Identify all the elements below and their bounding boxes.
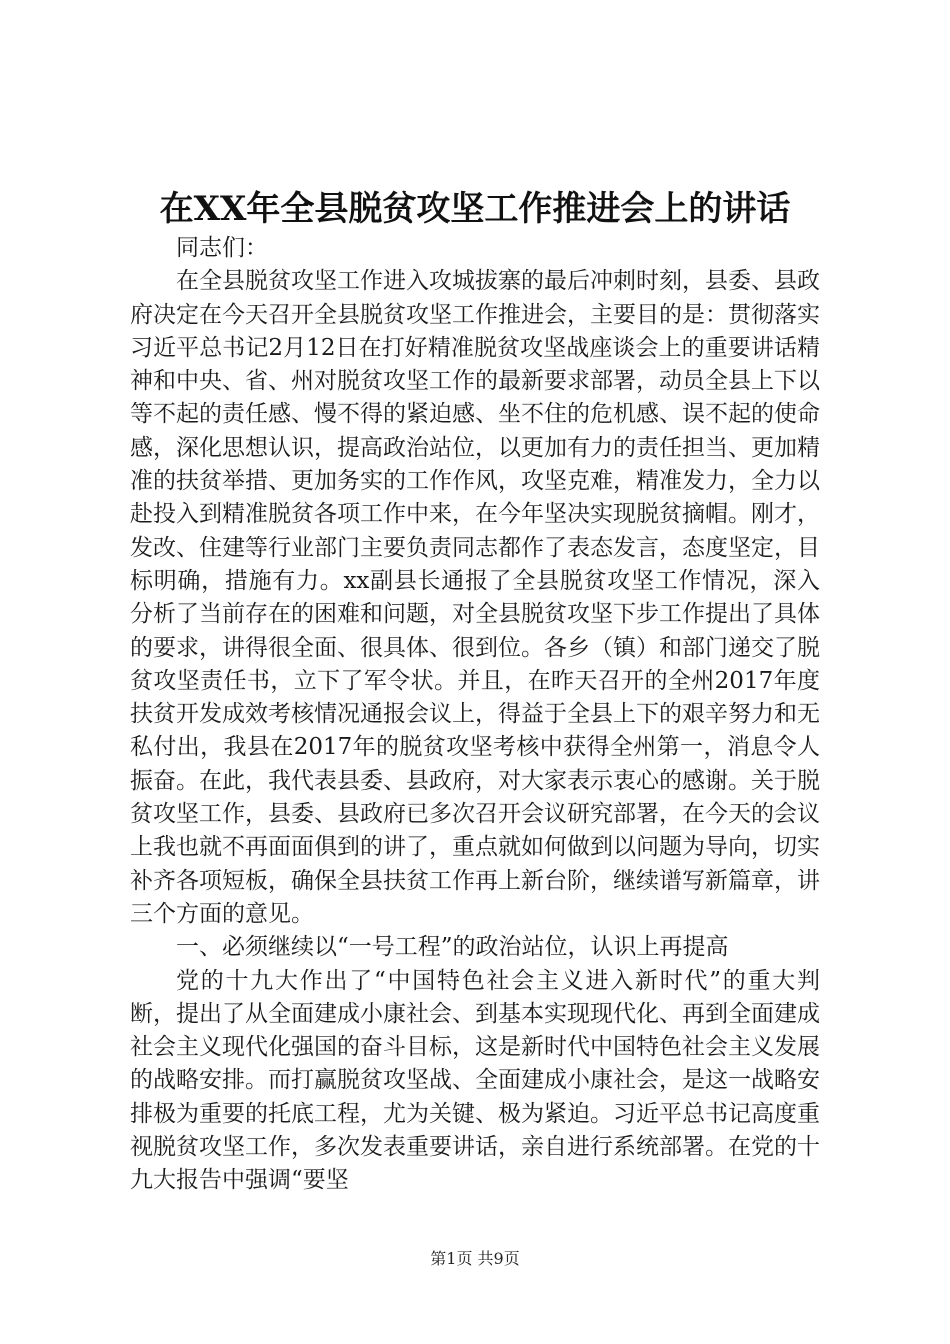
- document-body: [130, 232, 820, 1198]
- document-title: 在XX年全县脱贫攻坚工作推进会上的讲话: [159, 189, 791, 229]
- body-paragraph: 在全县脱贫攻坚工作进入攻城拔寨的最后冲刺时刻，县委、县政府决定在今天召开全县脱贫攻坚工作推进会，主要目的是：贯彻落实习近平总书记2月12日在打好精准脱贫攻坚战座谈会上的重要讲话精神和中央、省、州对脱贫攻坚工作的最新要求部署，动员全县上下以等不起的责任感、慢不得的紧迫感、坐不住的危机感、误不起的使命感，深化思想认识，提高政治站位，以更加有力的责任担当、更加精准的扶贫举措、更加务实的工作作风，攻坚克难，精准发力，全力以赴投入到精准脱贫各项工作中来，在今年坚决实现脱贫摘帽。刚才，发改、住建等行业部门主要负责同志都作了表态发言，态度坚定，目标明确，措施有力。xx副县长通报了全县脱贫攻坚工作情况，深入分析了当前存在的困难和问题，对全县脱贫攻坚下步工作提出了具体的要求，讲得很全面、很具体、很到位。各乡（镇）和部门递交了脱贫攻坚责任书，立下了军令状。并且，在昨天召开的全州2017年度扶贫开发成效考核情况通报会议上，得益于全县上下的艰辛努力和无私付出，我县在2017年的脱贫攻坚考核中获得全州第一，消息令人振奋。在此，我代表县委、县政府，对大家表示衷心的感谢。关于脱贫攻坚工作，县委、县政府已多次召开会议研究部署，在今天的会议上我也就不再面面俱到的讲了，重点就如何做到以问题为导向，切实补齐各项短板，确保全县扶贫工作再上新台阶，继续谱写新篇章，讲三个方面的意见。: [130, 268, 820, 927]
- page-number-footer: 第1页 共9页: [430, 1249, 520, 1268]
- salutation-paragraph: 同志们：: [176, 235, 268, 261]
- section-heading: 一、必须继续以“一号工程”的政治站位，认识上再提高: [176, 934, 729, 961]
- body-paragraph: 党的十九大作出了“中国特色社会主义进入新时代”的重大判断，提出了从全面建成小康社会、到基本实现现代化、再到全面建成社会主义现代化强国的奋斗目标，这是新时代中国特色社会主义发展的战略安排。而打赢脱贫攻坚战、全面建成小康社会，是这一战略安排极为重要的托底工程，尤为关键、极为紧迫。习近平总书记高度重视脱贫攻坚工作，多次发表重要讲话，亲自进行系统部署。在党的十九大报告中强调“要坚: [130, 967, 820, 1194]
